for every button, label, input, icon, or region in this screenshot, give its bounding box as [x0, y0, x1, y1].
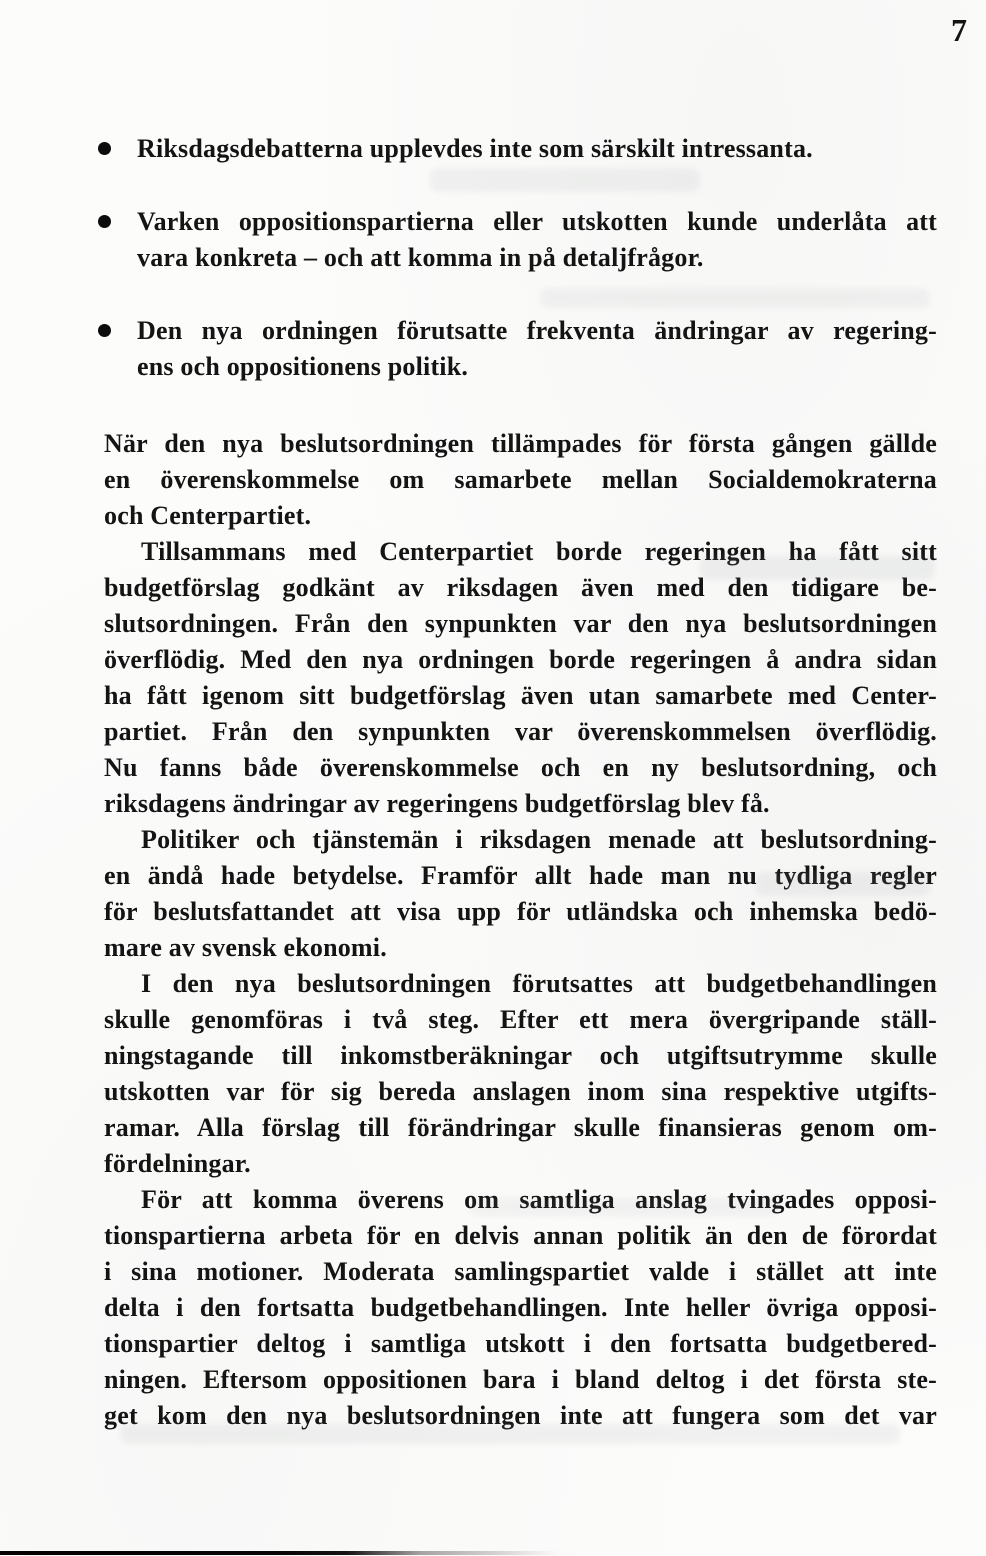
text-line: tionspartierna arbeta för en delvis annan politik än den de förordat — [104, 1221, 937, 1250]
list-item — [104, 313, 937, 385]
body-text — [104, 426, 937, 1434]
text-line: För att komma överens om samtliga anslag tvingades opposi- — [141, 1185, 937, 1214]
text-line: delta i den fortsatta budgetbehandlingen. Inte heller övriga opposi- — [104, 1293, 937, 1322]
paragraph — [104, 822, 937, 966]
text-line: ens och oppositionens politik. — [137, 352, 469, 381]
text-line: för beslutsfattandet att visa upp för utländska och inhemska bedö- — [104, 897, 937, 926]
paragraph — [104, 966, 937, 1182]
page-content — [104, 131, 937, 1434]
paragraph — [104, 426, 937, 534]
list-item — [104, 204, 937, 276]
text-line: skulle genomföras i två steg. Efter ett mera övergripande ställ- — [104, 1005, 937, 1034]
text-line: Tillsammans med Centerpartiet borde regeringen ha fått sitt — [141, 537, 937, 566]
text-line: partiet. Från den synpunkten var överenskommelsen överflödig. — [104, 717, 937, 746]
text-line: Varken oppositionspartierna eller utskotten kunde underlåta att — [137, 207, 937, 236]
text-line: vara konkreta – och att komma in på detaljfrågor. — [137, 243, 704, 272]
text-line: tionspartier deltog i samtliga utskott i den fortsatta budgetbered- — [104, 1329, 937, 1358]
text-line: mare av svensk ekonomi. — [104, 933, 387, 962]
text-line: get kom den nya beslutsordningen inte att fungera som det var — [104, 1401, 937, 1430]
text-line: ningen. Eftersom oppositionen bara i bland deltog i det första ste- — [104, 1365, 937, 1394]
paragraph — [104, 534, 937, 822]
text-line: I den nya beslutsordningen förutsattes att budgetbehandlingen — [141, 969, 937, 998]
text-line: överflödig. Med den nya ordningen borde regeringen å andra sidan — [104, 645, 937, 674]
text-line: en ändå hade betydelse. Framför allt hade man nu tydliga regler — [104, 861, 937, 890]
paragraph — [104, 1182, 937, 1434]
text-line: Nu fanns både överenskommelse och en ny beslutsordning, och — [104, 753, 937, 782]
page-number: 7 — [951, 12, 968, 48]
text-line: en överenskommelse om samarbete mellan Socialdemokraterna — [104, 465, 937, 494]
text-line: och Centerpartiet. — [104, 501, 312, 530]
text-line: ha fått igenom sitt budgetförslag även utan samarbete med Center- — [104, 681, 937, 710]
text-line: budgetförslag godkänt av riksdagen även med den tidigare be- — [104, 573, 937, 602]
bullet-icon — [98, 215, 111, 228]
text-line: ramar. Alla förslag till förändringar skulle finansieras genom om- — [104, 1113, 937, 1142]
text-line: Den nya ordningen förutsatte frekventa ändringar av regering- — [137, 316, 937, 345]
text-line: fördelningar. — [104, 1149, 251, 1178]
text-line: Riksdagsdebatterna upplevdes inte som särskilt intressanta. — [137, 134, 813, 163]
text-line: utskotten var för sig bereda anslagen inom sina respektive utgifts- — [104, 1077, 937, 1106]
bullet-text — [137, 204, 937, 276]
bullet-list — [104, 131, 937, 385]
scan-edge-artifact — [0, 1551, 560, 1555]
bullet-text — [137, 313, 937, 385]
bullet-text — [137, 131, 937, 167]
text-line: ningstagande till inkomstberäkningar och utgiftsutrymme skulle — [104, 1041, 937, 1070]
text-line: När den nya beslutsordningen tillämpades för första gången gällde — [104, 429, 937, 458]
text-line: Politiker och tjänstemän i riksdagen menade att beslutsordning- — [141, 825, 937, 854]
text-line: slutsordningen. Från den synpunkten var den nya beslutsordningen — [104, 609, 937, 638]
bullet-icon — [98, 142, 111, 155]
text-line: i sina motioner. Moderata samlingspartiet valde i stället att inte — [104, 1257, 937, 1286]
bullet-icon — [98, 324, 111, 337]
list-item — [104, 131, 937, 167]
text-line: riksdagens ändringar av regeringens budgetförslag blev få. — [104, 789, 770, 818]
